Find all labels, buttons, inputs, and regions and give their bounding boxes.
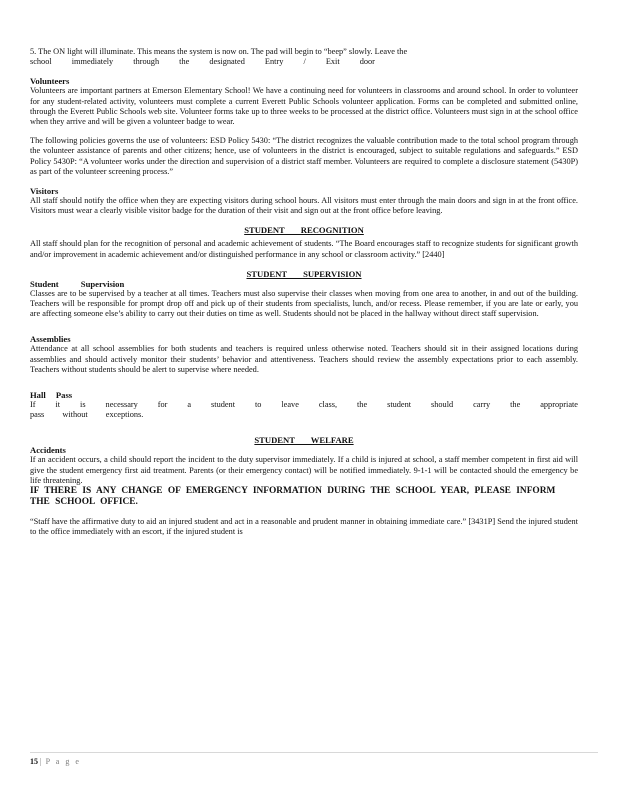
- volunteers-paragraph: Volunteers are important partners at Emerson Elementary School! We have a continuing need for volunteers in classrooms and around school. In order to volunteer for any student-related activity, volunteers must complete a current Everett Public Schools volunteer application. Forms can be completed and submitted online, through the Everett Public Schools web site. Volunteer forms take up to three weeks to be processed at the district office. Volunteers must sign in at the school office when they arrive and will be given a volunteer badge to wear.: [30, 86, 578, 127]
- volunteer-policy-paragraph: The following policies governs the use of volunteers: ESD Policy 5430: “The district recognizes the valuable contribution made to the total school program through the volunteer assistance of parents and other citizens; hence, use of volunteers in the district is encouraged, subject to suitable regulations and safeguards.” ESD Policy 5430P: “A volunteer works under the direction and supervision of a district staff member. Volunteers are required to complete a disclosure statement (5430P) as part of the volunteer screening process.”: [30, 136, 578, 176]
- assemblies-heading: Assemblies: [30, 334, 71, 345]
- step-5-line-2: school immediately through the designated Entry / Exit door: [30, 57, 375, 67]
- visitors-paragraph: All staff should notify the office when they are expecting visitors during school hours. All visitors must enter through the main doors and sign in at the front office. Visitors must wear a clearly visible visitor badge for the duration of their visit and sign out at the front office before leaving.: [30, 196, 578, 216]
- page-footer: [30, 752, 598, 766]
- page-label: P a g e: [45, 757, 81, 766]
- hall-pass-paragraph: If it is necessary for a student to leave class, the student should carry the appropriate pass without exceptions.: [30, 400, 578, 420]
- student-welfare-heading: STUDENT WELFARE: [254, 435, 354, 446]
- accidents-paragraph: If an accident occurs, a child should report the incident to the duty supervisor immediately. If a child is injured at school, a staff member competent in first aid will give the student emergency first aid treatment. Parents (or their emergency contact) will be notified immediately. 9-1-1 will be contacted should the emergency be life threatening.: [30, 455, 578, 485]
- student-supervision-heading: STUDENT SUPERVISION: [246, 268, 362, 279]
- student-recognition-heading: STUDENT RECOGNITION: [244, 225, 364, 236]
- page-content: [30, 47, 578, 537]
- page-number: 15: [30, 757, 38, 766]
- student-recognition-paragraph: All staff should plan for the recognition of personal and academic achievement of students. “The Board encourages staff to recognize students for significant growth and/or improvement in academic achievement and/or distinguished performance in any school or classroom activity.” [2440]: [30, 239, 578, 259]
- injury-duty-paragraph: “Staff have the affirmative duty to aid an injured student and act in a reasonable and prudent manner in obtaining immediate care.” [3431P] Send the injured student to the office immediately with an escort, if the injured student is: [30, 517, 578, 537]
- student-supervision-subheading: Student Supervision: [30, 278, 125, 289]
- footer-separator: |: [40, 757, 44, 766]
- visitors-heading: Visitors: [30, 186, 59, 197]
- student-supervision-paragraph: Classes are to be supervised by a teacher at all times. Teachers must also supervise their classes when moving from one area to another, in and out of the building. Teachers will be responsible for prompt drop off and pick up of their students from specialists, lunch, and/or recess. Please remember, if you are late or early, you are affecting someone else’s ability to carry out their duties on time as well. Students should not be placed in the hallway without direct staff supervision.: [30, 288, 578, 319]
- hall-pass-heading: Hall Pass: [30, 390, 73, 401]
- assemblies-paragraph: Attendance at all school assemblies for both students and teachers is required unless otherwise noted. Teachers should sit in their assigned locations during assemblies and should actively monitor their students’ behavior and attentiveness. Teachers should review the assembly expectations prior to each assembly. Teachers without students should be alert to supervise where needed.: [30, 344, 578, 374]
- accidents-heading: Accidents: [30, 445, 66, 456]
- emergency-info-notice: IF THERE IS ANY CHANGE OF EMERGENCY INFORMATION DURING THE SCHOOL YEAR, PLEASE INFORM THE SCHOOL OFFICE.: [30, 486, 556, 508]
- step-5-line-1: 5. The ON light will illuminate. This means the system is now on. The pad will begin to “beep” slowly. Leave the: [30, 47, 408, 56]
- volunteers-heading: Volunteers: [30, 76, 70, 87]
